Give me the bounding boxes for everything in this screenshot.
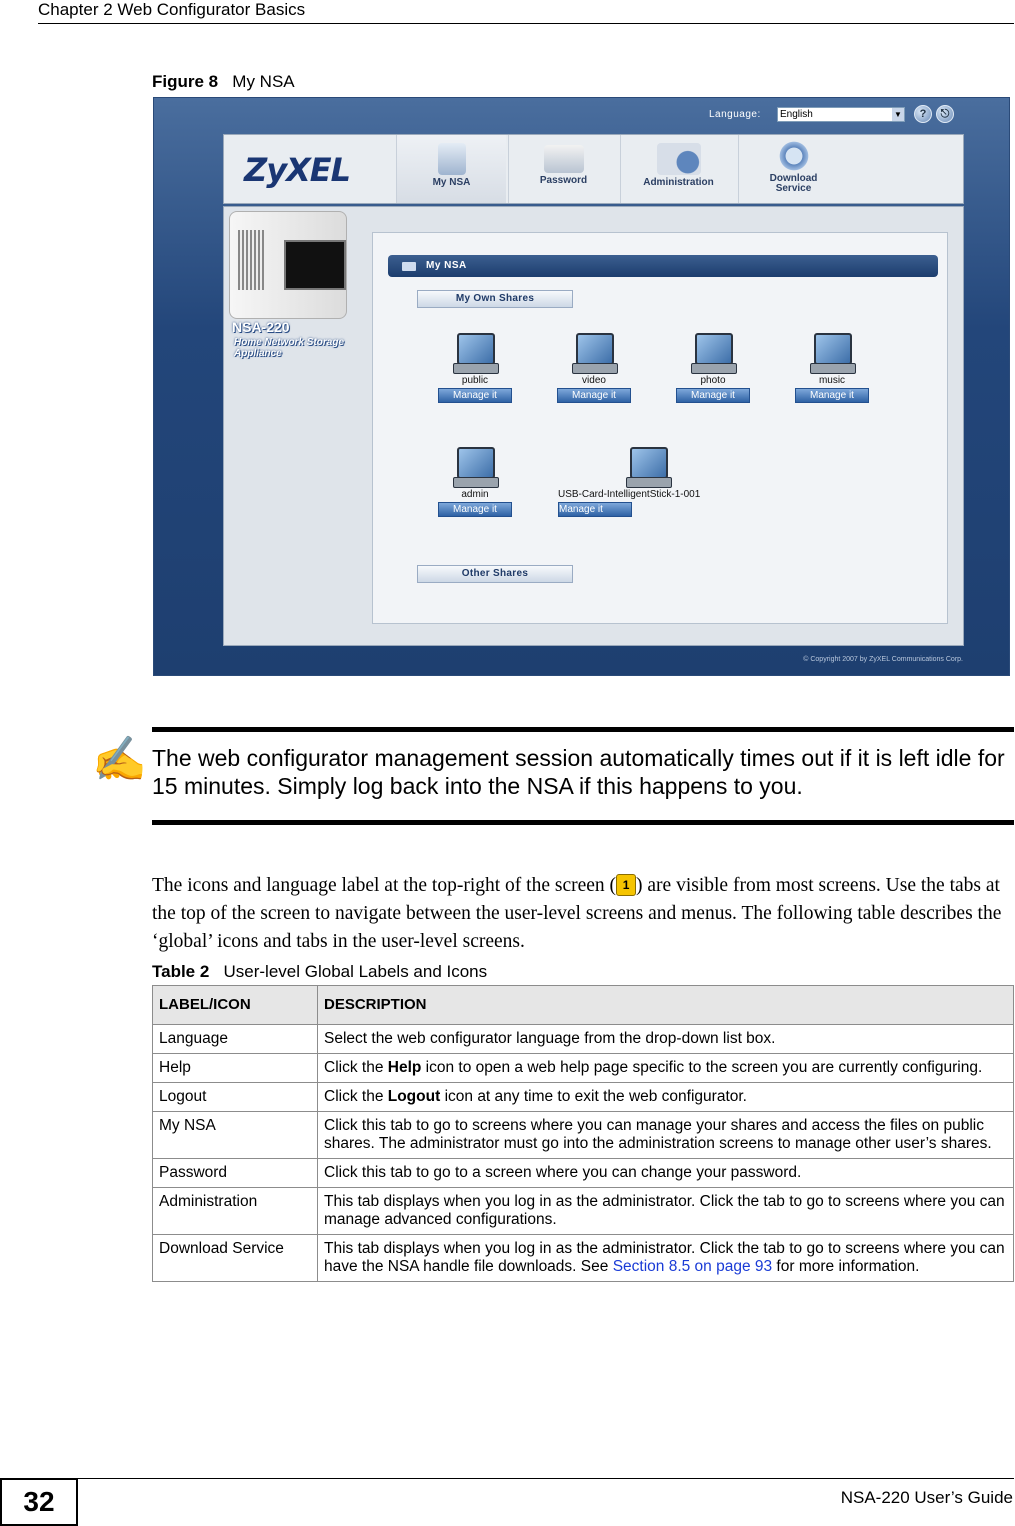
tab-administration[interactable] <box>620 135 736 203</box>
manage-button[interactable]: Manage it <box>795 388 869 403</box>
table-row <box>153 1112 1014 1159</box>
share-music <box>772 333 892 403</box>
top-navigation-bar <box>223 134 964 204</box>
download-icon <box>776 141 812 171</box>
device-description: Home Network Storage Appliance <box>234 337 345 359</box>
tab-password[interactable] <box>508 135 618 203</box>
chapter-title: Chapter 2 Web Configurator Basics <box>38 0 306 19</box>
share-video <box>534 333 654 403</box>
paragraph-end: ) are visible from most screens. Use the tabs at the top of the screen to navigate between the user-level screens and menus. The following table describes the ‘global’ icons and tabs in the user-level screens. <box>152 875 1002 952</box>
row-label: Administration <box>153 1188 318 1235</box>
folder-icon <box>402 262 416 271</box>
share-name: music <box>818 375 846 386</box>
share-admin <box>415 447 535 517</box>
chevron-down-icon: ▼ <box>892 108 904 121</box>
nas-device-icon <box>438 143 466 175</box>
note-text: The web configurator management session automatically times out if it is left idle for 15 minutes. Simply log back into the NSA if this happens to you. <box>152 745 1005 799</box>
shares-content <box>372 232 948 624</box>
device-model: NSA-220 <box>232 319 290 335</box>
row-description: Click this tab to go to a screen where you can change your password. <box>318 1159 1014 1188</box>
tab-my-nsa-label: My NSA <box>432 177 471 188</box>
help-icon[interactable]: ? <box>914 105 932 123</box>
share-folder-icon <box>810 333 854 373</box>
logout-icon[interactable]: ⎋ <box>936 105 954 123</box>
desc-pre: Click the <box>324 1088 388 1105</box>
device-grill <box>238 230 266 290</box>
header-rule <box>38 23 1014 24</box>
share-name: public <box>461 375 489 386</box>
table-caption <box>152 962 487 982</box>
figure-title: My NSA <box>232 72 295 91</box>
manage-button[interactable]: Manage it <box>438 388 512 403</box>
share-folder-icon <box>453 333 497 373</box>
paragraph-start: The icons and language label at the top-right of the screen ( <box>152 875 617 896</box>
share-photo <box>653 333 773 403</box>
note-rule-top <box>152 727 1014 732</box>
tab-administration-label: Administration <box>643 177 714 188</box>
other-shares-header[interactable]: Other Shares <box>417 565 573 583</box>
row-label: My NSA <box>153 1112 318 1159</box>
tab-download-service-label: Download Service <box>769 173 818 194</box>
tab-my-nsa[interactable] <box>396 135 506 203</box>
share-folder-icon <box>453 447 497 487</box>
password-card-icon <box>544 145 584 173</box>
guide-name: NSA-220 User’s Guide <box>840 1488 1013 1507</box>
manage-button[interactable]: Manage it <box>438 502 512 517</box>
desc-post: for more information. <box>772 1258 920 1275</box>
desc-pre: This tab displays when you log in as the administrator. Click the tab to go to screens where you can have the NSA handle file downloads. See <box>324 1240 1005 1275</box>
table-row <box>153 1159 1014 1188</box>
callout-badge: 1 <box>616 874 636 896</box>
desc-post: icon at any time to exit the web configurator. <box>440 1088 747 1105</box>
note-rule-bottom <box>152 820 1014 825</box>
figure-label: Figure 8 <box>152 72 219 91</box>
copyright: © Copyright 2007 by ZyXEL Communications Corp. <box>803 656 963 663</box>
desc-post: icon to open a web help page specific to the screen you are currently configuring. <box>421 1059 983 1076</box>
share-folder-icon <box>572 333 616 373</box>
column-header-description: DESCRIPTION <box>318 986 1014 1025</box>
manage-button[interactable]: Manage it <box>558 502 632 517</box>
desc-pre: Click the <box>324 1059 388 1076</box>
pencil-note-icon: ✍ <box>92 735 147 784</box>
manage-button[interactable]: Manage it <box>557 388 631 403</box>
my-nsa-screenshot <box>153 97 1010 676</box>
row-description <box>318 1083 1014 1112</box>
language-value: English <box>780 109 813 120</box>
share-public <box>415 333 535 403</box>
panel-title: My NSA <box>426 260 467 271</box>
row-description: Click this tab to go to screens where you can manage your shares and access the files on public shares. The administrator must go into the administration screens to manage other user’s shares. <box>318 1112 1014 1159</box>
tab-download-service[interactable] <box>738 135 848 203</box>
column-header-label: LABEL/ICON <box>153 986 318 1025</box>
zyxel-logo: ZyXEL <box>244 151 350 189</box>
desc-bold: Logout <box>387 1088 441 1105</box>
gear-icon <box>657 143 701 175</box>
body-paragraph <box>152 872 1014 956</box>
row-label: Download Service <box>153 1235 318 1282</box>
usb-share-icon <box>626 447 670 487</box>
nsa-device-image <box>229 211 347 319</box>
row-label: Help <box>153 1054 318 1083</box>
row-description <box>318 1054 1014 1083</box>
table-title: User-level Global Labels and Icons <box>223 962 488 981</box>
language-label: Language: <box>709 109 761 120</box>
share-name: photo <box>700 375 726 386</box>
row-description <box>318 1235 1014 1282</box>
figure-caption <box>152 72 295 92</box>
row-label: Language <box>153 1025 318 1054</box>
page-number: 32 <box>0 1478 78 1526</box>
table-header-row <box>153 986 1014 1025</box>
table-label: Table 2 <box>152 962 210 981</box>
footer-rule <box>78 1478 1014 1479</box>
labels-icons-table <box>152 985 1014 1282</box>
row-label: Logout <box>153 1083 318 1112</box>
language-select[interactable] <box>777 107 905 122</box>
row-description: Select the web configurator language from the drop-down list box. <box>318 1025 1014 1054</box>
table-row <box>153 1235 1014 1282</box>
main-panel <box>223 206 964 646</box>
manage-button[interactable]: Manage it <box>676 388 750 403</box>
desc-bold: Help <box>387 1059 422 1076</box>
share-name: admin <box>461 489 489 500</box>
table-row <box>153 1083 1014 1112</box>
section-link[interactable]: Section 8.5 on page 93 <box>612 1258 773 1275</box>
my-own-shares-header[interactable]: My Own Shares <box>417 290 573 308</box>
share-folder-icon <box>691 333 735 373</box>
device-display <box>284 240 346 290</box>
table-row <box>153 1025 1014 1054</box>
table-row <box>153 1188 1014 1235</box>
share-name: video <box>582 375 606 386</box>
row-label: Password <box>153 1159 318 1188</box>
tab-password-label: Password <box>539 175 588 186</box>
share-usb <box>558 447 758 517</box>
share-name: USB-Card-IntelligentStick-1-001 <box>558 489 701 500</box>
panel-titlebar <box>388 255 938 277</box>
table-row <box>153 1054 1014 1083</box>
row-description: This tab displays when you log in as the administrator. Click the tab to go to screens where you can manage advanced configurations. <box>318 1188 1014 1235</box>
